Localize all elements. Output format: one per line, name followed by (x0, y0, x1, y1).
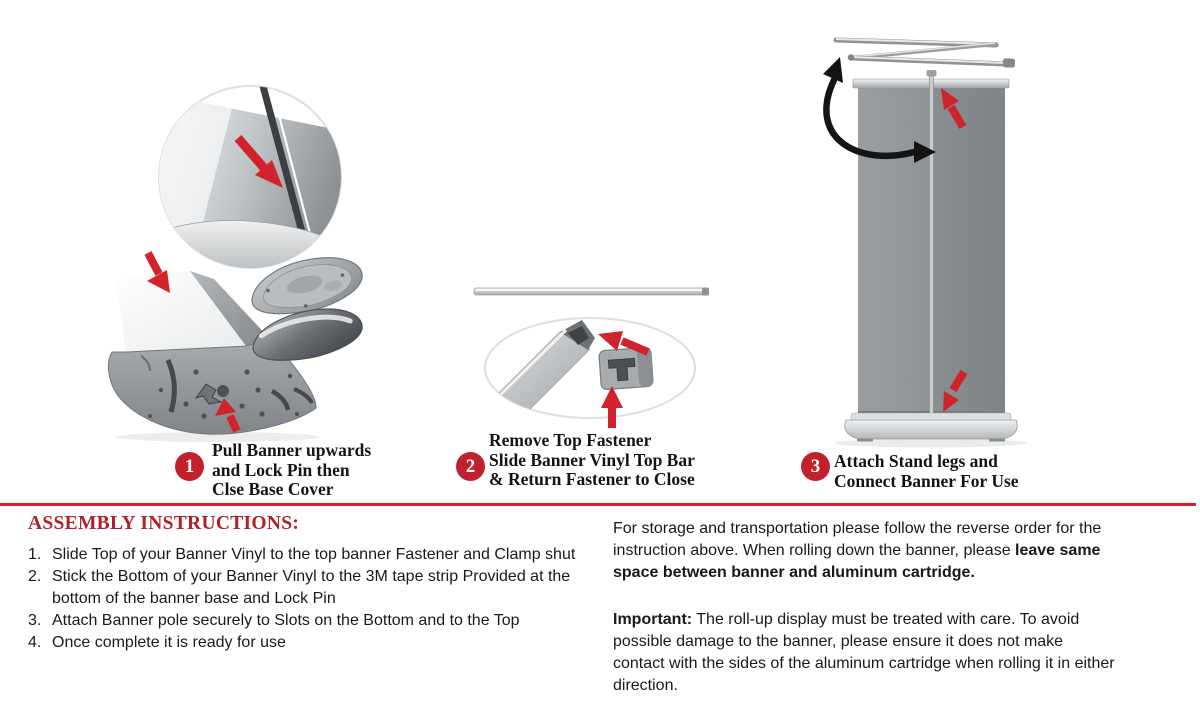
step-2-caption-line-2: Slide Banner Vinyl Top Bar (489, 449, 695, 470)
assembly-steps-list (28, 544, 588, 653)
list-item (28, 610, 588, 632)
list-item-text: Slide Top of your Banner Vinyl to the top banner Fastener and Clamp shut (52, 546, 576, 563)
banner-pole (930, 73, 934, 416)
step-1-caption (212, 441, 371, 500)
step-1-caption-line-2: and Lock Pin then (212, 459, 350, 480)
step-1-caption-line-1: Pull Banner upwards (212, 440, 372, 460)
step-2-caption (489, 431, 695, 490)
list-item-text: Attach Banner pole securely to Slots on the Bottom and to the Top (52, 611, 520, 629)
list-item-number: 4. (28, 633, 42, 651)
step-3-caption-line-1: Attach Stand legs and (834, 451, 998, 471)
storage-note-bold: leave same space between banner and aluminum cartridge. (613, 542, 1101, 581)
step-3-caption-line-2: Connect Banner For Use (834, 470, 1019, 491)
step-2-badge: 2 (456, 452, 485, 481)
stand-base (845, 413, 1017, 442)
banner-stand-illustration (823, 39, 1027, 448)
list-item-number: 1. (28, 546, 42, 563)
storage-note-text: For storage and transportation please follow the reverse order for the instruction above. When rolling down the banner, please (613, 520, 1102, 559)
list-item (28, 566, 588, 609)
step-3-caption (834, 452, 1019, 491)
notes-section (613, 518, 1116, 697)
base-cartridge-illustration (108, 85, 367, 442)
list-item-text: Once complete it is ready for use (52, 633, 286, 651)
step-1-badge: 1 (175, 452, 204, 481)
important-label: Important: (613, 611, 693, 628)
list-item (28, 544, 588, 566)
top-rail-illustration (474, 288, 709, 432)
list-item-number: 2. (28, 568, 42, 585)
section-divider-line (0, 503, 1196, 506)
important-note-text: The roll-up display must be treated with care. To avoid possible damage to the banner, please ensure it does not make contact with the sides of the aluminum cartridge when rolling it in either direction. (613, 611, 1115, 694)
rail-profile-inset (478, 318, 695, 431)
step-1-caption-line-3: Clse Base Cover (212, 479, 334, 499)
list-item-number: 3. (28, 611, 42, 629)
step-3-badge: 3 (801, 452, 830, 481)
top-rail-bar (474, 288, 709, 296)
folded-pole (836, 39, 1015, 68)
step-2-caption-line-1: Remove Top Fastener (489, 430, 652, 450)
list-item (28, 632, 588, 654)
storage-note (613, 518, 1116, 584)
step-2-caption-line-3: & Return Fastener to Close (489, 469, 695, 489)
banner-panel (835, 70, 1027, 448)
assembly-instructions-section (28, 513, 588, 654)
important-note (613, 609, 1116, 697)
assembly-instructions-heading: ASSEMBLY INSTRUCTIONS: (28, 513, 300, 534)
list-item-text: Stick the Bottom of your Banner Vinyl to the 3M tape strip Provided at the bottom of the banner base and Lock Pin (52, 568, 571, 607)
